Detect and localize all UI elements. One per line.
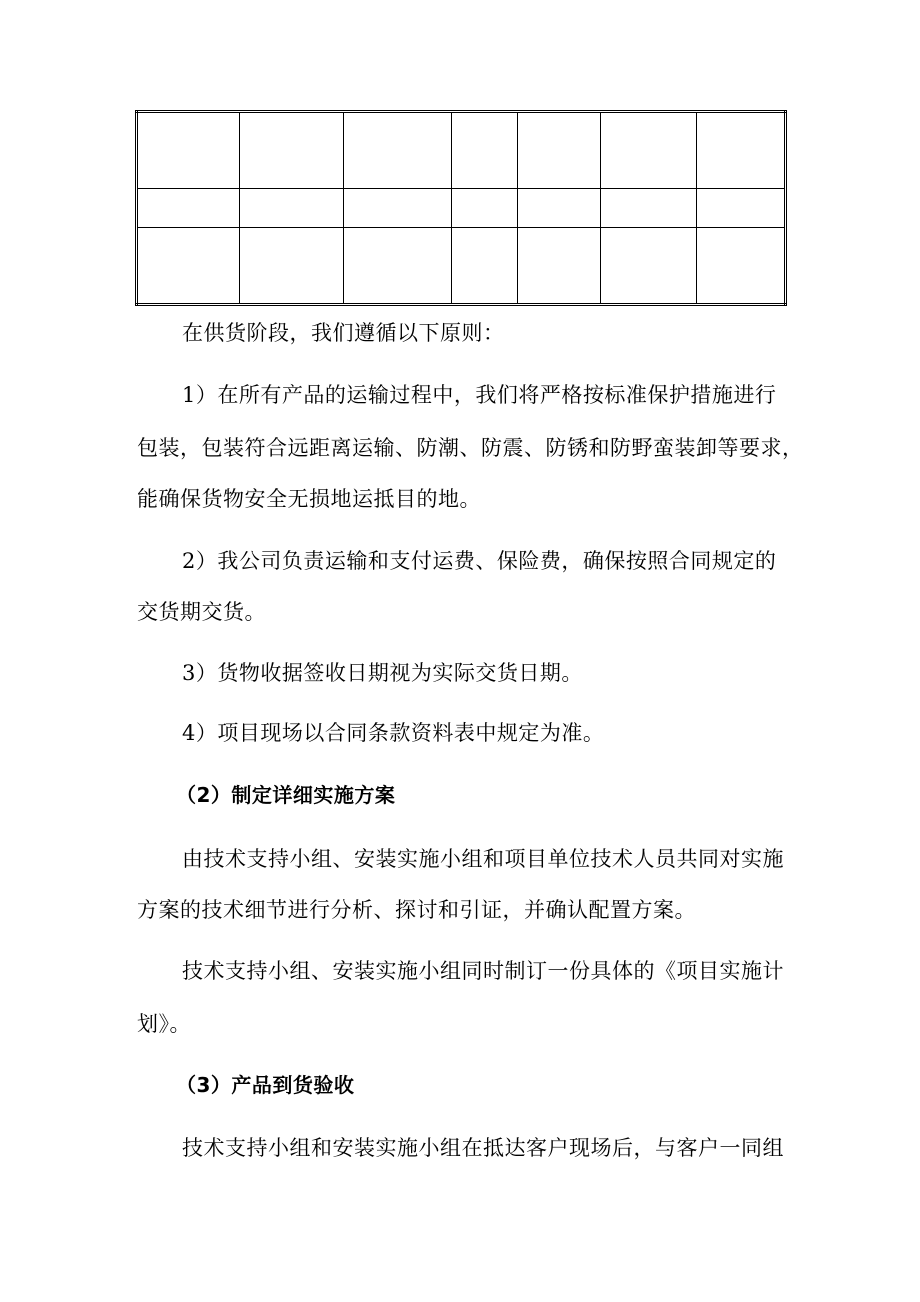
table-row [137,227,786,304]
table-cell [697,189,786,228]
table-cell [697,112,786,189]
item-2-line-2: 交货期交货。 [137,600,266,624]
table-cell [240,227,344,304]
table-cell [240,112,344,189]
para-2-line-2: 划》。 [137,1012,191,1036]
table-row [137,112,786,189]
table-cell [344,112,452,189]
item-1-line-1: 1）在所有产品的运输过程中，我们将严格按标准保护措施进行 [182,383,777,407]
table-cell [601,189,697,228]
para-2-line-1: 技术支持小组、安装实施小组同时制订一份具体的《项目实施计 [182,959,784,983]
table-row [137,189,786,228]
item-2-line-1: 2）我公司负责运输和支付运费、保险费，确保按照合同规定的 [182,549,777,573]
item-3: 3）货物收据签收日期视为实际交货日期。 [182,661,583,685]
intro-paragraph: 在供货阶段，我们遵循以下原则： [182,321,505,345]
table-cell [137,189,240,228]
table-cell [137,227,240,304]
para-1-line-2: 方案的技术细节进行分析、探讨和引证，并确认配置方案。 [137,898,696,922]
table-cell [518,189,601,228]
table-cell [697,227,786,304]
section-heading-2: （2）制定详细实施方案 [176,783,396,807]
table-cell [452,112,518,189]
item-1-line-2: 包装，包装符合远距离运输、防潮、防震、防锈和防野蛮装卸等要求， [137,436,804,460]
table-cell [601,227,697,304]
table-cell [240,189,344,228]
empty-table [135,110,787,306]
section-heading-3: （3）产品到货验收 [176,1073,355,1097]
table-cell [601,112,697,189]
table-cell [344,189,452,228]
table-cell [518,112,601,189]
item-4: 4）项目现场以合同条款资料表中规定为准。 [182,721,605,745]
table-cell [137,112,240,189]
para-1-line-1: 由技术支持小组、安装实施小组和项目单位技术人员共同对实施 [182,847,784,871]
table-cell [344,227,452,304]
para-3-line-1: 技术支持小组和安装实施小组在抵达客户现场后，与客户一同组 [182,1136,784,1160]
table-cell [452,189,518,228]
table-cell [518,227,601,304]
table-cell [452,227,518,304]
item-1-line-3: 能确保货物安全无损地运抵目的地。 [137,487,481,511]
